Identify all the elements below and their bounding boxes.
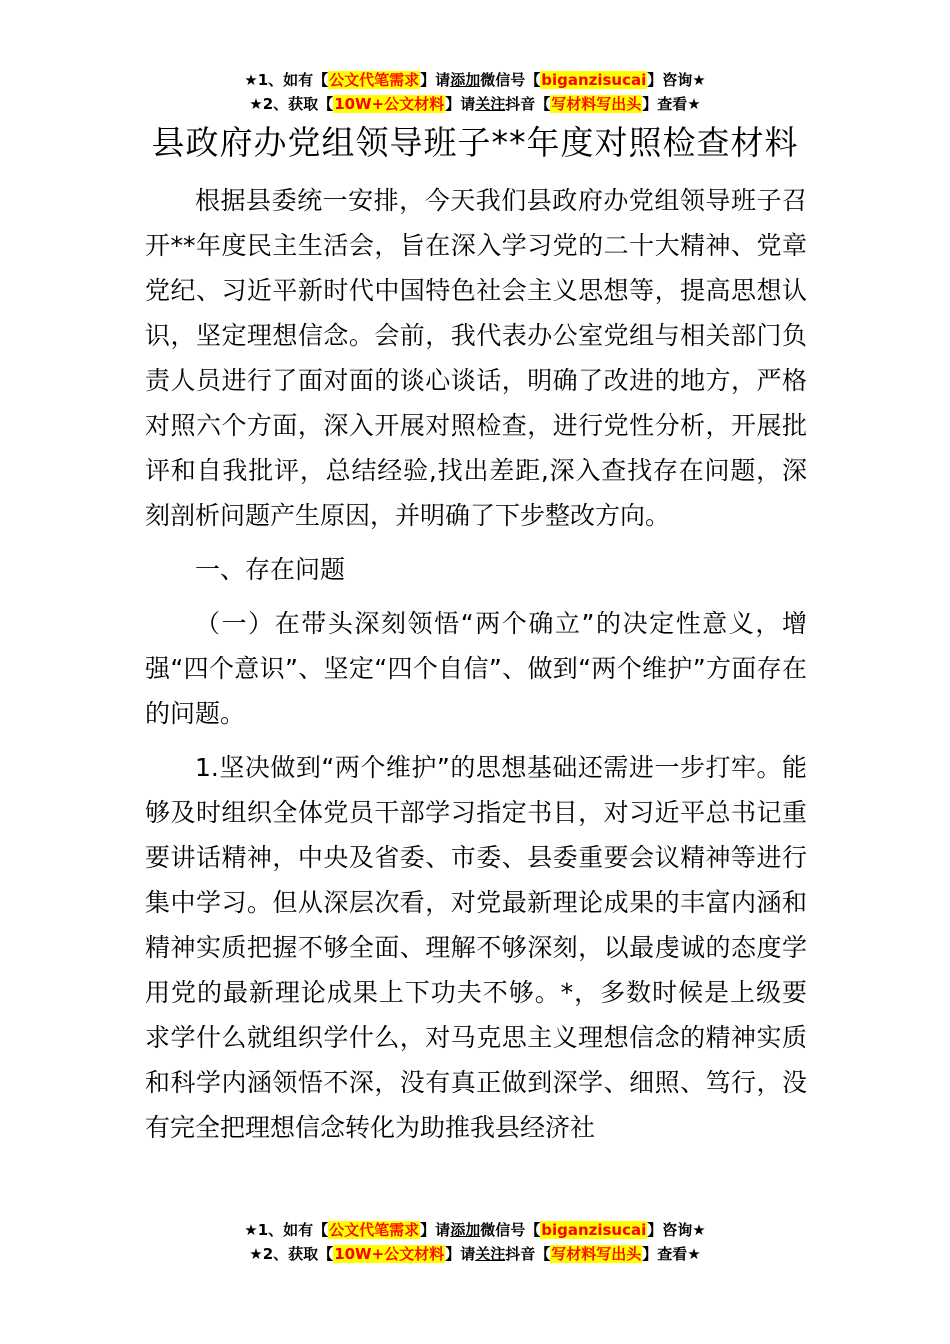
banner-text: ★1、如有【 [244, 1221, 329, 1239]
banner-text: 】请 [445, 1245, 476, 1263]
banner-line-2 [0, 92, 950, 116]
banner-text: 】查看★ [642, 95, 701, 113]
banner-line-2 [0, 1242, 950, 1266]
banner-underlined: 添加 [450, 1221, 481, 1239]
banner-text: 】请 [420, 71, 451, 89]
banner-text: 】咨询★ [647, 71, 706, 89]
banner-text: ★2、获取【 [249, 1245, 334, 1263]
banner-highlight: biganzisucai [541, 71, 647, 89]
banner-text: 抖音【 [505, 1245, 551, 1263]
banner-text: 】请 [420, 1221, 451, 1239]
banner-text: ★2、获取【 [249, 95, 334, 113]
banner-text: 】请 [445, 95, 476, 113]
banner-text: ★1、如有【 [244, 71, 329, 89]
subsection-heading: （一）在带头深刻领悟“两个确立”的决定性意义，增强“四个意识”、坚定“四个自信”、做到“两个维护”方面存在的问题。 [145, 609, 807, 728]
banner-underlined: 关注 [475, 1245, 506, 1263]
banner-text: 】查看★ [642, 1245, 701, 1263]
intro-paragraph: 根据县委统一安排，今天我们县政府办党组领导班子召开**年度民主生活会，旨在深入学习党的二十大精神、党章党纪、习近平新时代中国特色社会主义思想等，提高思想认识，坚定理想信念。会前，我代表办公室党组与相关部门负责人员进行了面对面的谈心谈话，明确了改进的地方，严格对照六个方面，深入开展对照检查，进行党性分析，开展批评和自我批评，总结经验,找出差距,深入查找存在问题，深刻剖析问题产生原因，并明确了下步整改方向。 [145, 186, 807, 530]
banner-highlight: 写材料写出头 [551, 1245, 642, 1263]
banner-text: 微信号【 [480, 1221, 541, 1239]
banner-text: 抖音【 [505, 95, 551, 113]
body-paragraph: 1.坚决做到“两个维护”的思想基础还需进一步打牢。能够及时组织全体党员干部学习指定书目，对习近平总书记重要讲话精神，中央及省委、市委、县委重要会议精神等进行集中学习。但从深层次看，对党最新理论成果的丰富内涵和精神实质把握不够全面、理解不够深刻，以最虔诚的态度学用党的最新理论成果上下功夫不够。*，多数时候是上级要求学什么就组织学什么，对马克思主义理想信念的精神实质和科学内涵领悟不深，没有真正做到深学、细照、笃行，没有完全把理想信念转化为助推我县经济社 [145, 753, 807, 1142]
banner-highlight: biganzisucai [541, 1221, 647, 1239]
banner-line-1 [0, 1218, 950, 1242]
document-title: 县政府办党组领导班子**年度对照检查材料 [151, 123, 799, 162]
banner-highlight: 10W+公文材料 [334, 1245, 445, 1263]
banner-highlight: 公文代笔需求 [329, 71, 420, 89]
banner-underlined: 添加 [450, 71, 481, 89]
banner-text: 微信号【 [480, 71, 541, 89]
banner-highlight: 10W+公文材料 [334, 95, 445, 113]
bottom-banner [0, 1218, 950, 1266]
banner-highlight: 公文代笔需求 [329, 1221, 420, 1239]
banner-underlined: 关注 [475, 95, 506, 113]
section-heading: 一、存在问题 [195, 555, 346, 584]
banner-highlight: 写材料写出头 [551, 95, 642, 113]
document-body [145, 178, 807, 1150]
top-banner [0, 68, 950, 116]
banner-text: 】咨询★ [647, 1221, 706, 1239]
banner-line-1 [0, 68, 950, 92]
